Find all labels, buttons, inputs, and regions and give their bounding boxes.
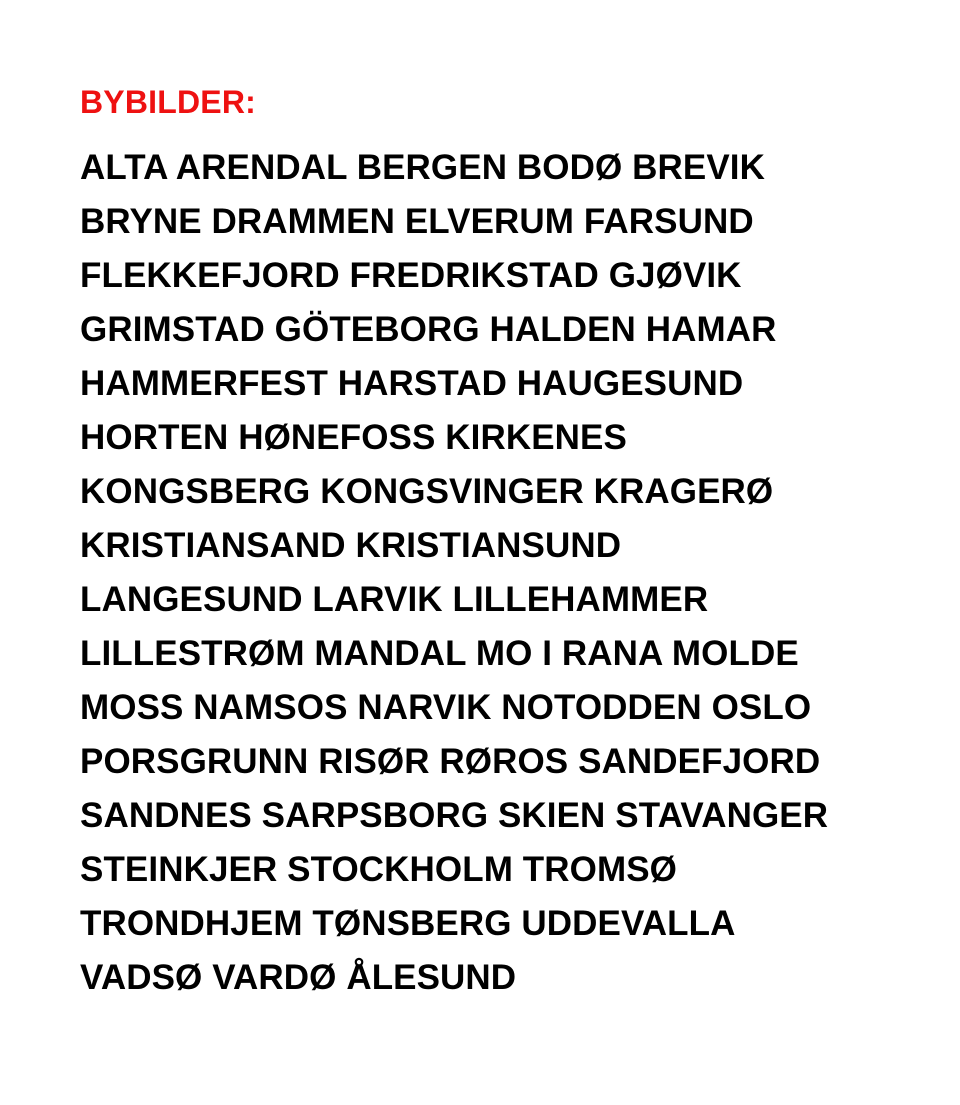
- city-line-4: GRIMSTAD GÖTEBORG HALDEN HAMAR: [80, 310, 777, 349]
- city-line-11: MOSS NAMSOS NARVIK NOTODDEN OSLO: [80, 688, 812, 727]
- city-line-8: KRISTIANSAND KRISTIANSUND: [80, 526, 622, 565]
- city-line-15: TRONDHJEM TØNSBERG UDDEVALLA: [80, 904, 736, 943]
- city-line-10: LILLESTRØM MANDAL MO I RANA MOLDE: [80, 634, 799, 673]
- city-line-14: STEINKJER STOCKHOLM TROMSØ: [80, 850, 677, 889]
- city-line-16: VADSØ VARDØ ÅLESUND: [80, 958, 517, 997]
- city-line-13: SANDNES SARPSBORG SKIEN STAVANGER: [80, 796, 829, 835]
- city-line-2: BRYNE DRAMMEN ELVERUM FARSUND: [80, 202, 754, 241]
- city-line-9: LANGESUND LARVIK LILLEHAMMER: [80, 580, 709, 619]
- city-line-12: PORSGRUNN RISØR RØROS SANDEFJORD: [80, 742, 821, 781]
- city-line-6: HORTEN HØNEFOSS KIRKENES: [80, 418, 627, 457]
- city-line-7: KONGSBERG KONGSVINGER KRAGERØ: [80, 472, 774, 511]
- city-line-5: HAMMERFEST HARSTAD HAUGESUND: [80, 364, 744, 403]
- city-line-1: ALTA ARENDAL BERGEN BODØ BREVIK: [80, 148, 765, 187]
- heading: BYBILDER:: [80, 84, 257, 120]
- city-line-3: FLEKKEFJORD FREDRIKSTAD GJØVIK: [80, 256, 742, 295]
